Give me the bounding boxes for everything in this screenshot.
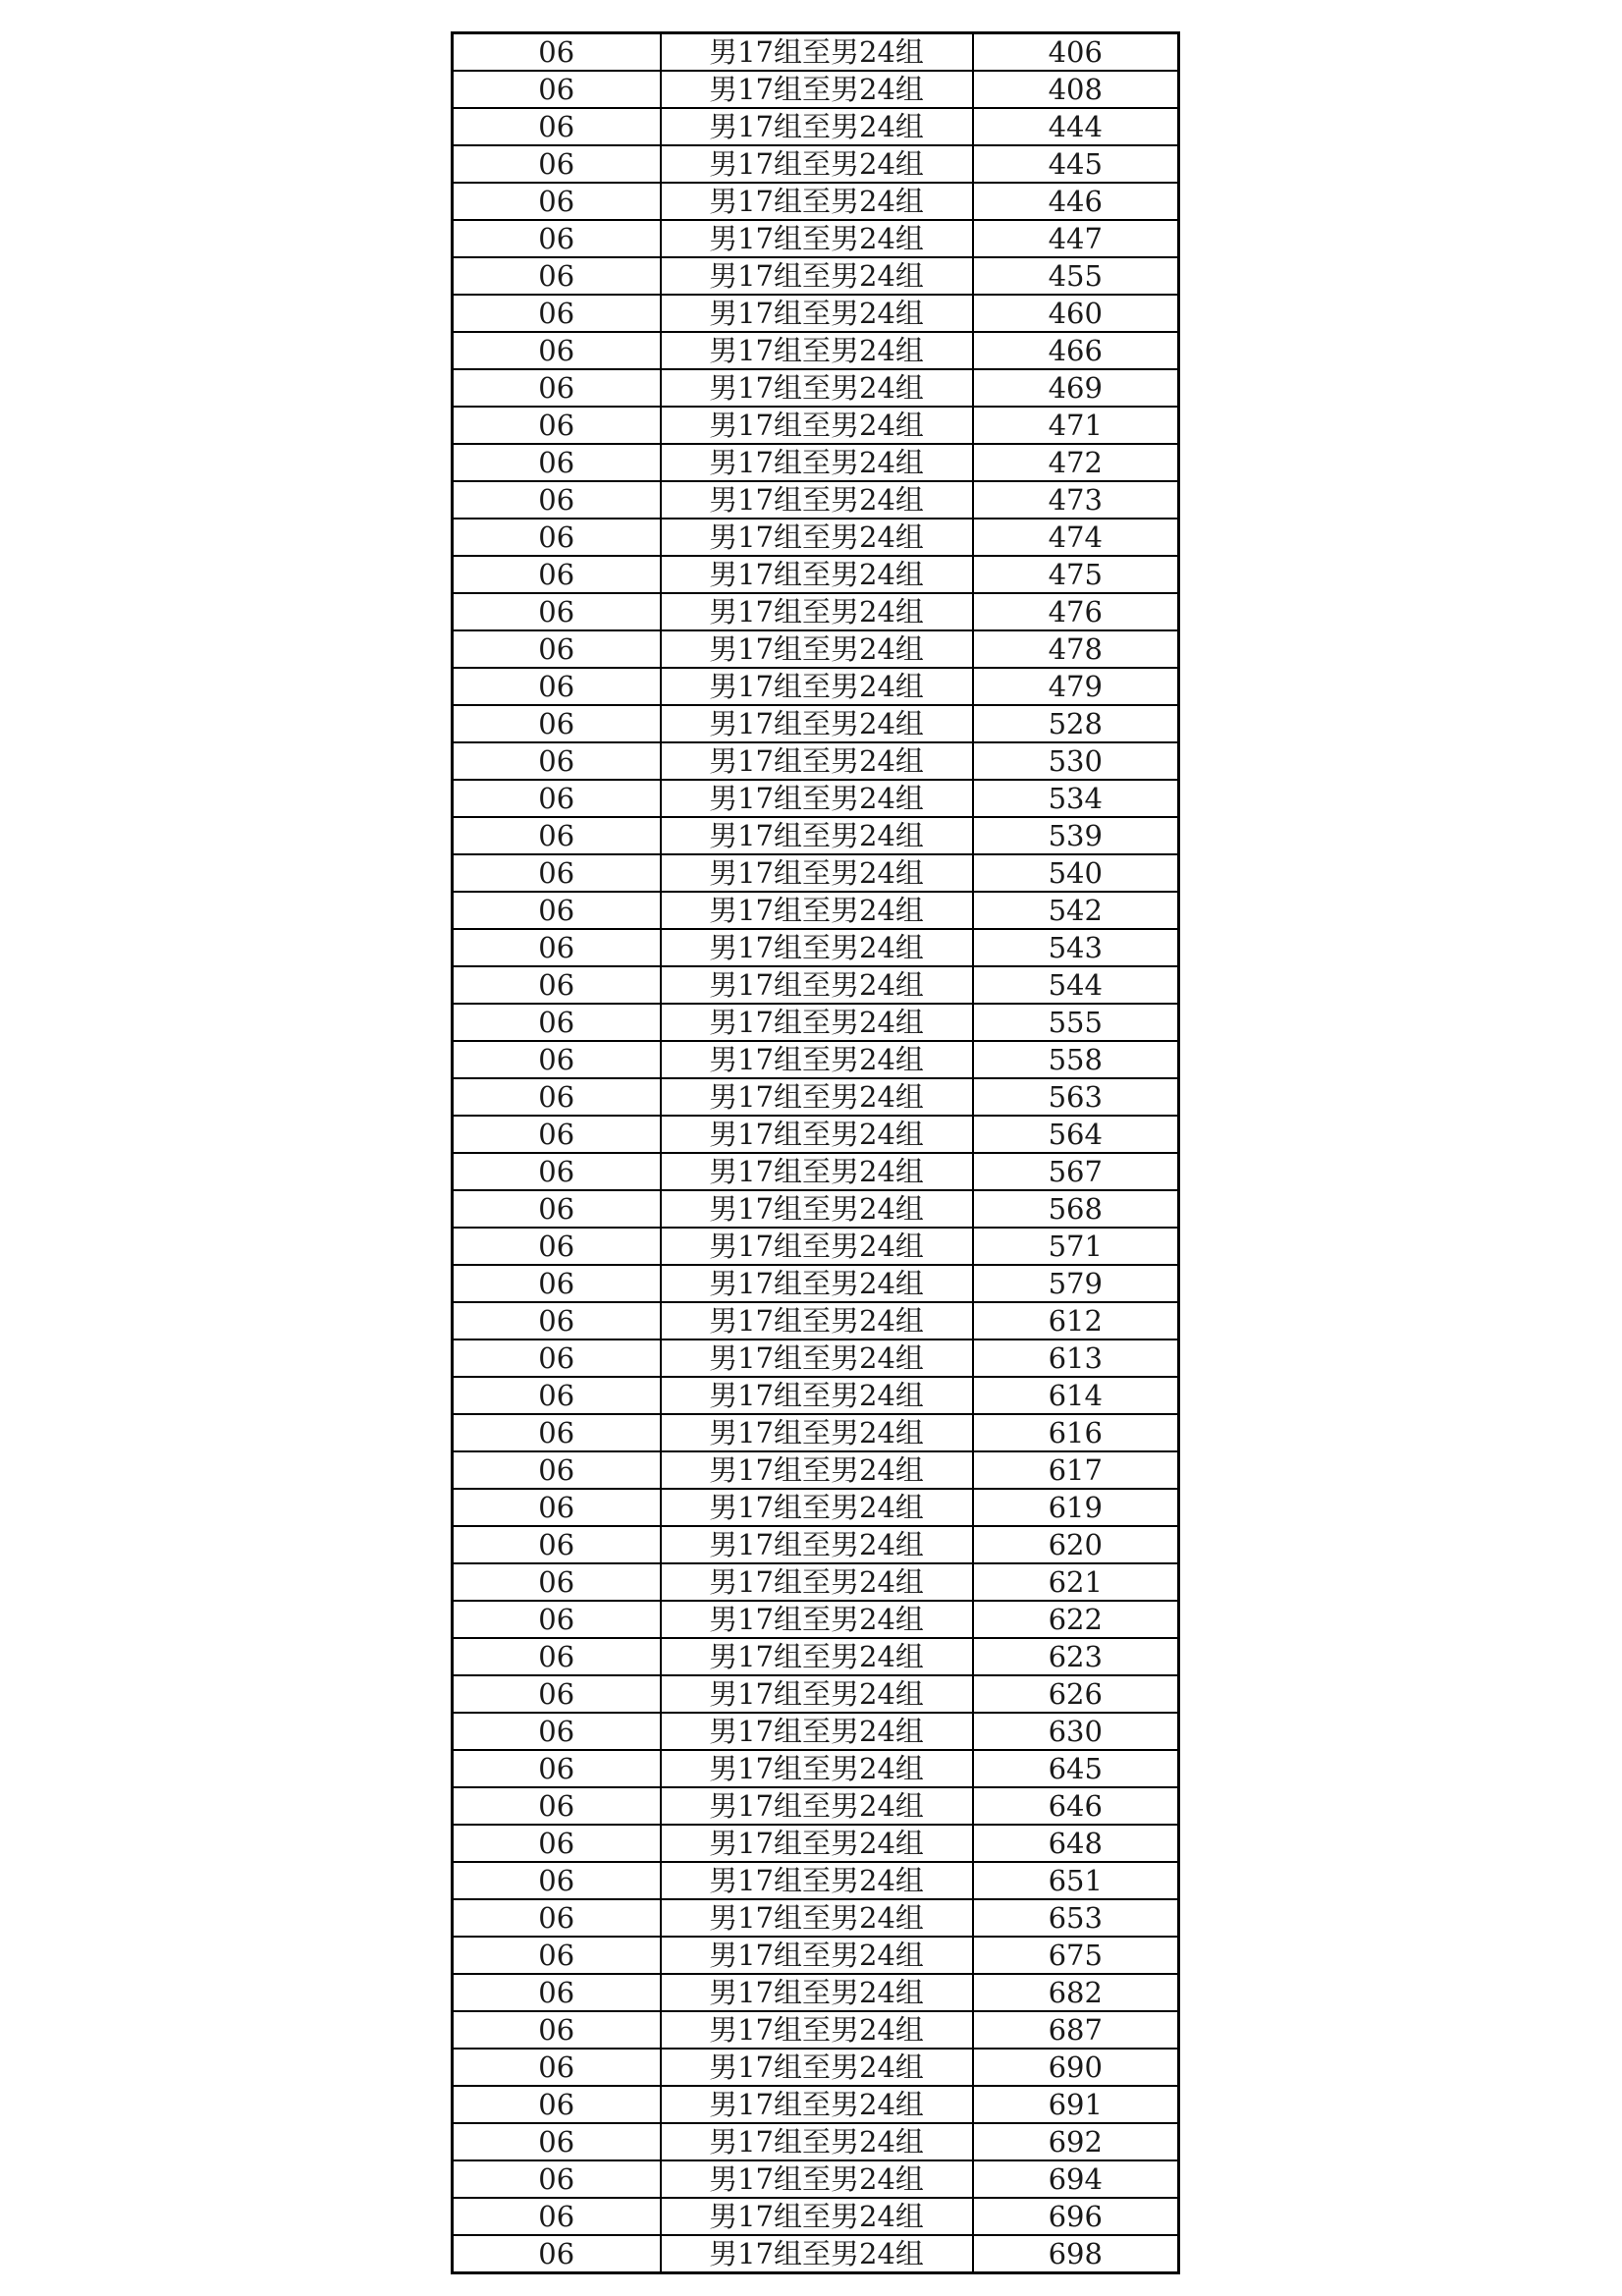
number-cell: 473 xyxy=(973,481,1179,519)
number-cell: 466 xyxy=(973,332,1179,369)
code-cell: 06 xyxy=(453,1116,661,1153)
table-row xyxy=(453,1153,1179,1190)
group-cell: 男17组至男24组 xyxy=(661,183,973,220)
table-row xyxy=(453,742,1179,780)
group-cell: 男17组至男24组 xyxy=(661,108,973,145)
number-cell: 621 xyxy=(973,1563,1179,1601)
table-row xyxy=(453,593,1179,630)
code-cell: 06 xyxy=(453,369,661,407)
table-row xyxy=(453,1563,1179,1601)
group-cell: 男17组至男24组 xyxy=(661,1787,973,1825)
code-cell: 06 xyxy=(453,705,661,742)
group-cell: 男17组至男24组 xyxy=(661,1601,973,1638)
table-row xyxy=(453,257,1179,295)
group-cell: 男17组至男24组 xyxy=(661,1116,973,1153)
code-cell: 06 xyxy=(538,35,575,69)
group-cell: 男17组至男24组 xyxy=(661,2049,973,2086)
code-cell: 06 xyxy=(453,1974,661,2011)
code-cell: 06 xyxy=(453,1451,661,1489)
group-cell: 男17组至男24组 xyxy=(661,668,973,705)
table-row xyxy=(453,966,1179,1004)
table-row xyxy=(453,1414,1179,1451)
group-cell: 男17组至男24组 xyxy=(661,1339,973,1377)
number-cell: 696 xyxy=(973,2198,1179,2235)
code-cell: 06 xyxy=(453,1937,661,1974)
group-cell: 男17组至男24组 xyxy=(661,1190,973,1228)
group-cell: 男17组至男24组 xyxy=(661,1302,973,1339)
table-row xyxy=(453,2198,1179,2235)
number-cell: 616 xyxy=(973,1414,1179,1451)
group-cell: 男17组至男24组 xyxy=(661,630,973,668)
code-cell: 06 xyxy=(453,108,661,145)
number-cell: 474 xyxy=(973,519,1179,556)
number-cell: 690 xyxy=(973,2049,1179,2086)
group-cell: 男17组至男24组 xyxy=(661,2011,973,2049)
code-cell: 06 xyxy=(453,145,661,183)
roster-table-body xyxy=(453,33,1179,2273)
group-cell: 男17组至男24组 xyxy=(661,1526,973,1563)
number-cell: 476 xyxy=(973,593,1179,630)
group-cell: 男17组至男24组 xyxy=(661,1004,973,1041)
code-cell: 06 xyxy=(453,1601,661,1638)
code-cell: 06 xyxy=(453,1302,661,1339)
number-cell: 406 xyxy=(973,33,1179,72)
table-row xyxy=(453,2235,1179,2273)
group-cell: 男17组至男24组 xyxy=(661,444,973,481)
code-cell: 06 xyxy=(453,1041,661,1078)
code-cell: 06 xyxy=(453,1339,661,1377)
number-cell: 478 xyxy=(973,630,1179,668)
group-cell: 男17组至男24组 xyxy=(661,2160,973,2198)
table-row xyxy=(453,481,1179,519)
table-row xyxy=(453,1339,1179,1377)
group-cell: 男17组至男24组 xyxy=(661,1899,973,1937)
group-cell: 男17组至男24组 xyxy=(661,593,973,630)
code-cell: 06 xyxy=(453,2011,661,2049)
table-row xyxy=(453,817,1179,854)
number-cell: 623 xyxy=(973,1638,1179,1675)
code-cell: 06 xyxy=(453,257,661,295)
table-row xyxy=(453,556,1179,593)
table-row xyxy=(453,2049,1179,2086)
code-cell: 06 xyxy=(453,1414,661,1451)
table-row xyxy=(453,1638,1179,1675)
code-cell: 06 xyxy=(453,2160,661,2198)
code-cell: 06 xyxy=(453,817,661,854)
code-cell: 06 xyxy=(453,854,661,892)
number-cell: 651 xyxy=(973,1862,1179,1899)
group-cell: 男17组至男24组 xyxy=(661,1377,973,1414)
code-cell: 06 xyxy=(453,556,661,593)
group-cell: 男17组至男24组 xyxy=(661,705,973,742)
group-cell: 男17组至男24组 xyxy=(661,892,973,929)
group-cell: 男17组至男24组 xyxy=(661,369,973,407)
group-cell: 男17组至男24组 xyxy=(661,1078,973,1116)
number-cell: 475 xyxy=(973,556,1179,593)
code-cell: 06 xyxy=(453,593,661,630)
table-row xyxy=(453,1190,1179,1228)
group-cell: 男17组至男24组 xyxy=(661,145,973,183)
table-row xyxy=(453,369,1179,407)
code-cell: 06 xyxy=(453,1862,661,1899)
number-cell: 445 xyxy=(973,145,1179,183)
number-cell: 540 xyxy=(973,854,1179,892)
number-cell: 564 xyxy=(973,1116,1179,1153)
number-cell: 539 xyxy=(973,817,1179,854)
table-row xyxy=(453,295,1179,332)
group-cell: 男17组至男24组 xyxy=(661,1265,973,1302)
code-cell: 06 xyxy=(453,519,661,556)
number-cell: 692 xyxy=(973,2123,1179,2160)
code-cell: 06 xyxy=(453,1190,661,1228)
number-cell: 567 xyxy=(973,1153,1179,1190)
table-row xyxy=(453,1787,1179,1825)
number-cell: 455 xyxy=(973,257,1179,295)
group-cell: 男17组至男24组 xyxy=(661,1713,973,1750)
code-cell: 06 xyxy=(453,1638,661,1675)
code-cell: 06 xyxy=(453,481,661,519)
code-cell: 06 xyxy=(453,1153,661,1190)
table-row xyxy=(453,145,1179,183)
group-cell: 男17组至男24组 xyxy=(661,1041,973,1078)
group-cell: 男17组至男24组 xyxy=(661,519,973,556)
code-cell: 06 xyxy=(453,1265,661,1302)
code-cell: 06 xyxy=(453,332,661,369)
number-cell: 534 xyxy=(973,780,1179,817)
group-cell: 男17组至男24组 xyxy=(661,407,973,444)
number-cell: 530 xyxy=(973,742,1179,780)
table-row xyxy=(453,1041,1179,1078)
code-cell: 06 xyxy=(453,1899,661,1937)
table-row xyxy=(453,519,1179,556)
code-cell: 06 xyxy=(453,183,661,220)
group-cell: 男17组至男24组 xyxy=(661,1675,973,1713)
table-row xyxy=(453,705,1179,742)
number-cell: 620 xyxy=(973,1526,1179,1563)
code-cell: 06 xyxy=(453,444,661,481)
number-cell: 571 xyxy=(973,1228,1179,1265)
number-cell: 612 xyxy=(973,1302,1179,1339)
number-cell: 648 xyxy=(973,1825,1179,1862)
number-cell: 630 xyxy=(973,1713,1179,1750)
table-row xyxy=(453,2160,1179,2198)
table-row xyxy=(453,1302,1179,1339)
roster-table xyxy=(451,31,1180,2274)
code-cell: 06 xyxy=(453,407,661,444)
number-cell: 563 xyxy=(973,1078,1179,1116)
number-cell: 613 xyxy=(973,1339,1179,1377)
code-cell: 06 xyxy=(453,220,661,257)
table-row xyxy=(453,1713,1179,1750)
number-cell: 528 xyxy=(973,705,1179,742)
number-cell: 691 xyxy=(973,2086,1179,2123)
number-cell: 622 xyxy=(973,1601,1179,1638)
table-row xyxy=(453,780,1179,817)
group-cell: 男17组至男24组 xyxy=(661,966,973,1004)
code-cell: 06 xyxy=(453,668,661,705)
table-row xyxy=(453,2086,1179,2123)
group-cell: 男17组至男24组 xyxy=(661,1638,973,1675)
table-row xyxy=(453,1862,1179,1899)
code-cell: 06 xyxy=(453,1228,661,1265)
group-cell: 男17组至男24组 xyxy=(661,257,973,295)
table-row xyxy=(453,1899,1179,1937)
table-row xyxy=(453,1937,1179,1974)
number-cell: 543 xyxy=(973,929,1179,966)
group-cell: 男17组至男24组 xyxy=(661,1974,973,2011)
table-row xyxy=(453,1451,1179,1489)
group-cell: 男17组至男24组 xyxy=(661,2235,973,2273)
number-cell: 687 xyxy=(973,2011,1179,2049)
number-cell: 408 xyxy=(973,71,1179,108)
table-row xyxy=(453,929,1179,966)
group-cell: 男17组至男24组 xyxy=(661,1750,973,1787)
number-cell: 646 xyxy=(973,1787,1179,1825)
group-cell: 男17组至男24组 xyxy=(661,1489,973,1526)
group-cell: 男17组至男24组 xyxy=(661,295,973,332)
number-cell: 579 xyxy=(973,1265,1179,1302)
number-cell: 447 xyxy=(973,220,1179,257)
table-row xyxy=(453,220,1179,257)
number-cell: 619 xyxy=(973,1489,1179,1526)
table-row xyxy=(453,668,1179,705)
table-row xyxy=(453,854,1179,892)
table-row xyxy=(453,2011,1179,2049)
group-cell: 男17组至男24组 xyxy=(661,1228,973,1265)
number-cell: 617 xyxy=(973,1451,1179,1489)
code-cell: 06 xyxy=(453,2235,661,2273)
number-cell: 479 xyxy=(973,668,1179,705)
table-row xyxy=(453,1601,1179,1638)
table-row xyxy=(453,71,1179,108)
group-cell: 男17组至男24组 xyxy=(661,929,973,966)
group-cell: 男17组至男24组 xyxy=(661,1937,973,1974)
number-cell: 460 xyxy=(973,295,1179,332)
code-cell: 06 xyxy=(453,630,661,668)
group-cell: 男17组至男24组 xyxy=(661,2123,973,2160)
table-row xyxy=(453,183,1179,220)
table-row xyxy=(453,407,1179,444)
table-row xyxy=(453,1004,1179,1041)
code-cell: 06 xyxy=(453,1078,661,1116)
group-cell: 男17组至男24组 xyxy=(661,220,973,257)
group-cell: 男17组至男24组 xyxy=(661,1451,973,1489)
table-row xyxy=(453,1675,1179,1713)
table-row xyxy=(453,1974,1179,2011)
number-cell: 694 xyxy=(973,2160,1179,2198)
code-cell: 06 xyxy=(453,1563,661,1601)
number-cell: 472 xyxy=(973,444,1179,481)
table-row xyxy=(453,1825,1179,1862)
group-cell: 男17组至男24组 xyxy=(661,780,973,817)
code-cell: 06 xyxy=(453,742,661,780)
group-cell: 男17组至男24组 xyxy=(661,1153,973,1190)
table-row xyxy=(453,1078,1179,1116)
number-cell: 645 xyxy=(973,1750,1179,1787)
number-cell: 675 xyxy=(973,1937,1179,1974)
number-cell: 568 xyxy=(973,1190,1179,1228)
group-cell: 男17组至男24组 xyxy=(661,2086,973,2123)
table-row xyxy=(453,1116,1179,1153)
code-cell: 06 xyxy=(453,1526,661,1563)
number-cell: 446 xyxy=(973,183,1179,220)
code-cell: 06 xyxy=(453,780,661,817)
table-row xyxy=(453,1750,1179,1787)
code-cell: 06 xyxy=(453,2123,661,2160)
table-row xyxy=(453,444,1179,481)
number-cell: 471 xyxy=(973,407,1179,444)
table-row xyxy=(453,33,1179,72)
table-row xyxy=(453,332,1179,369)
code-cell: 06 xyxy=(453,2049,661,2086)
number-cell: 698 xyxy=(973,2235,1179,2273)
group-cell: 男17组至男24组 xyxy=(661,2198,973,2235)
table-row xyxy=(453,1489,1179,1526)
group-cell: 男17组至男24组 xyxy=(661,1825,973,1862)
code-cell: 06 xyxy=(453,2086,661,2123)
number-cell: 626 xyxy=(973,1675,1179,1713)
number-cell: 544 xyxy=(973,966,1179,1004)
number-cell: 614 xyxy=(973,1377,1179,1414)
number-cell: 682 xyxy=(973,1974,1179,2011)
code-cell: 06 xyxy=(453,1713,661,1750)
number-cell: 469 xyxy=(973,369,1179,407)
code-cell: 06 xyxy=(453,1377,661,1414)
table-row xyxy=(453,1265,1179,1302)
code-cell: 06 xyxy=(453,892,661,929)
group-cell: 男17组至男24组 xyxy=(661,742,973,780)
table-row xyxy=(453,2123,1179,2160)
code-cell: 06 xyxy=(453,966,661,1004)
code-cell: 06 xyxy=(453,1489,661,1526)
table-row xyxy=(453,892,1179,929)
table-row xyxy=(453,1377,1179,1414)
code-cell: 06 xyxy=(453,1750,661,1787)
group-cell: 男17组至男24组 xyxy=(661,332,973,369)
code-cell: 06 xyxy=(453,929,661,966)
table-row xyxy=(453,1228,1179,1265)
group-cell: 男17组至男24组 xyxy=(661,481,973,519)
code-cell: 06 xyxy=(453,1825,661,1862)
group-cell: 男17组至男24组 xyxy=(661,556,973,593)
number-cell: 653 xyxy=(973,1899,1179,1937)
table-row xyxy=(453,630,1179,668)
code-cell: 06 xyxy=(453,295,661,332)
number-cell: 542 xyxy=(973,892,1179,929)
number-cell: 555 xyxy=(973,1004,1179,1041)
code-cell: 06 xyxy=(453,1004,661,1041)
group-cell: 男17组至男24组 xyxy=(661,1862,973,1899)
group-cell: 男17组至男24组 xyxy=(661,33,973,72)
code-cell: 06 xyxy=(453,1675,661,1713)
number-cell: 558 xyxy=(973,1041,1179,1078)
code-cell: 06 xyxy=(453,1787,661,1825)
group-cell: 男17组至男24组 xyxy=(661,1563,973,1601)
code-cell: 06 xyxy=(453,71,661,108)
code-cell: 06 xyxy=(453,2198,661,2235)
group-cell: 男17组至男24组 xyxy=(661,1414,973,1451)
group-cell: 男17组至男24组 xyxy=(661,817,973,854)
group-cell: 男17组至男24组 xyxy=(661,854,973,892)
table-row xyxy=(453,1526,1179,1563)
number-cell: 444 xyxy=(973,108,1179,145)
group-cell: 男17组至男24组 xyxy=(661,71,973,108)
table-row xyxy=(453,108,1179,145)
